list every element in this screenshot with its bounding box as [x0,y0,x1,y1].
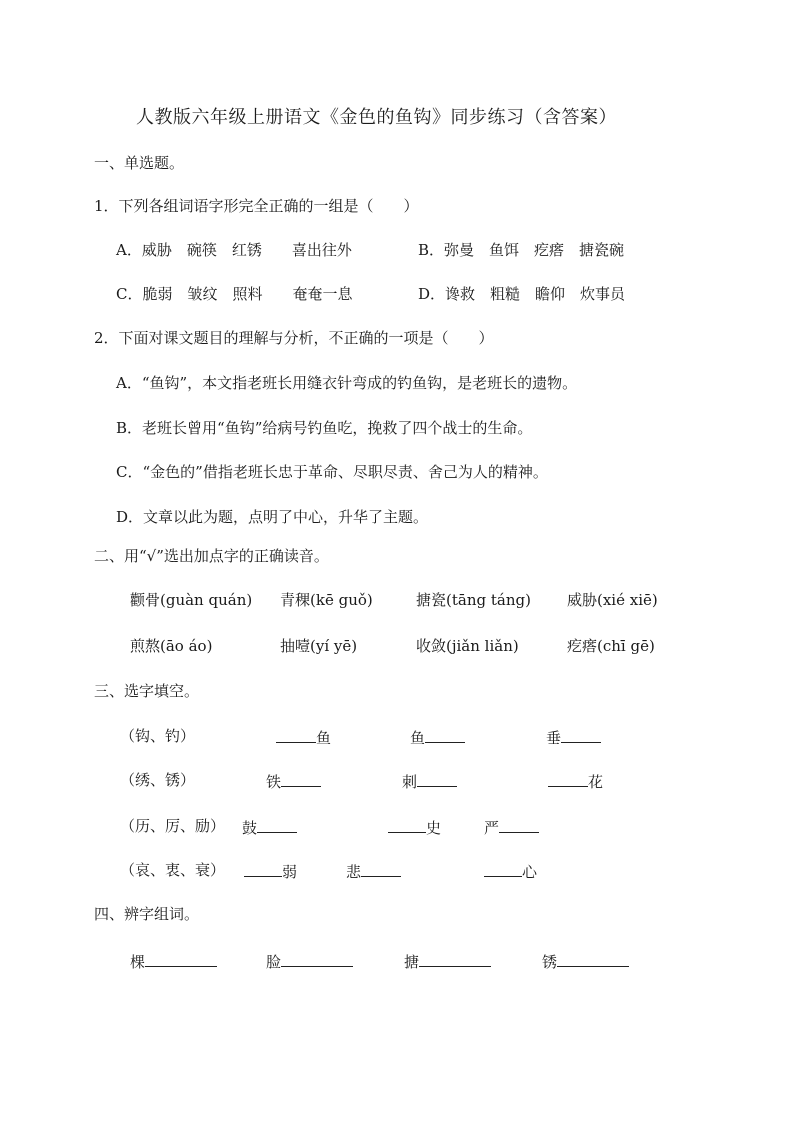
pinyin-item: 搪瓷(tāng táng) [416,591,531,609]
fill-blank-item [266,770,321,792]
section-heading-single-choice: 一、单选题。 [94,154,185,172]
pinyin-item: 疙瘩(chī gē) [567,637,655,655]
section-heading-fill-in: 三、选字填空。 [94,682,200,700]
fill-blank-item [242,816,297,838]
pinyin-item: 颧骨(guàn quán) [130,591,253,609]
answer-blank[interactable] [276,726,316,743]
word-char: 铁 [266,773,282,791]
fill-blank-item [548,770,603,792]
answer-blank[interactable] [561,726,601,743]
char-group-label: （绣、锈） [120,771,196,789]
char-group-label: （历、厉、励） [120,817,226,835]
word-char: 棵 [130,953,146,971]
question-2-option-a: A．“鱼钩”，本文指老班长用缝衣针弯成的钓鱼钩，是老班长的遗物。 [116,374,578,392]
word-building-item [266,950,353,972]
fill-blank-item [402,770,457,792]
fill-blank-item [484,816,539,838]
answer-blank[interactable] [281,950,353,967]
question-1-stem: 1．下列各组词语字形完全正确的一组是（ ） [94,197,419,215]
fill-blank-item [388,816,441,838]
answer-blank[interactable] [388,816,426,833]
answer-blank[interactable] [244,860,282,877]
answer-blank[interactable] [417,770,457,787]
fill-blank-item [276,726,331,748]
answer-blank[interactable] [257,816,297,833]
fill-blank-item [244,860,297,882]
pinyin-item: 青稞(kē guǒ) [280,591,373,609]
question-2-option-c: C．“金色的”借指老班长忠于革命、尽职尽责、舍己为人的精神。 [116,463,548,481]
answer-blank[interactable] [419,950,491,967]
word-char: 严 [484,819,500,837]
section-heading-pronunciation: 二、用“√”选出加点字的正确读音。 [94,547,329,565]
word-char: 弱 [282,863,298,881]
answer-blank[interactable] [557,950,629,967]
section-heading-word-building: 四、辨字组词。 [94,905,200,923]
word-char: 刺 [402,773,418,791]
question-1-option-d: D．谗救 粗糙 瞻仰 炊事员 [418,285,626,303]
word-building-item [542,950,629,972]
fill-blank-item [346,860,401,882]
pinyin-item: 煎熬(āo áo) [130,637,213,655]
word-char: 心 [522,863,538,881]
answer-blank[interactable] [361,860,401,877]
answer-blank[interactable] [548,770,588,787]
answer-blank[interactable] [425,726,465,743]
question-1-option-b: B．弥曼 鱼饵 疙瘩 搪瓷碗 [418,241,625,259]
fill-blank-item [546,726,601,748]
word-char: 悲 [346,863,362,881]
word-char: 鱼 [410,729,426,747]
word-char: 锈 [542,953,558,971]
fill-blank-item [410,726,465,748]
answer-blank[interactable] [484,860,522,877]
pinyin-item: 抽噎(yí yē) [280,637,358,655]
word-building-item [404,950,491,972]
pinyin-item: 威胁(xié xiē) [567,591,658,609]
char-group-label: （哀、衷、衰） [120,861,226,879]
word-char: 垂 [546,729,562,747]
answer-blank[interactable] [499,816,539,833]
char-group-label: （钩、钓） [120,727,196,745]
answer-blank[interactable] [281,770,321,787]
word-char: 鼓 [242,819,258,837]
pinyin-item: 收敛(jiǎn liǎn) [416,637,519,655]
question-2-option-d: D．文章以此为题，点明了中心，升华了主题。 [116,508,429,526]
word-building-item [130,950,217,972]
fill-blank-item [484,860,537,882]
word-char: 鱼 [316,729,332,747]
word-char: 史 [426,819,442,837]
word-char: 花 [588,773,604,791]
question-1-option-c: C．脆弱 皱纹 照料 奄奄一息 [116,285,353,303]
question-1-option-a: A．威胁 碗筷 红锈 喜出往外 [116,241,352,259]
answer-blank[interactable] [145,950,217,967]
document-title: 人教版六年级上册语文《金色的鱼钩》同步练习（含答案） [136,107,617,128]
word-char: 脸 [266,953,282,971]
question-2-option-b: B．老班长曾用“鱼钩”给病号钓鱼吃，挽救了四个战士的生命。 [116,419,533,437]
word-char: 搪 [404,953,420,971]
question-2-stem: 2．下面对课文题目的理解与分析，不正确的一项是（ ） [94,329,494,347]
